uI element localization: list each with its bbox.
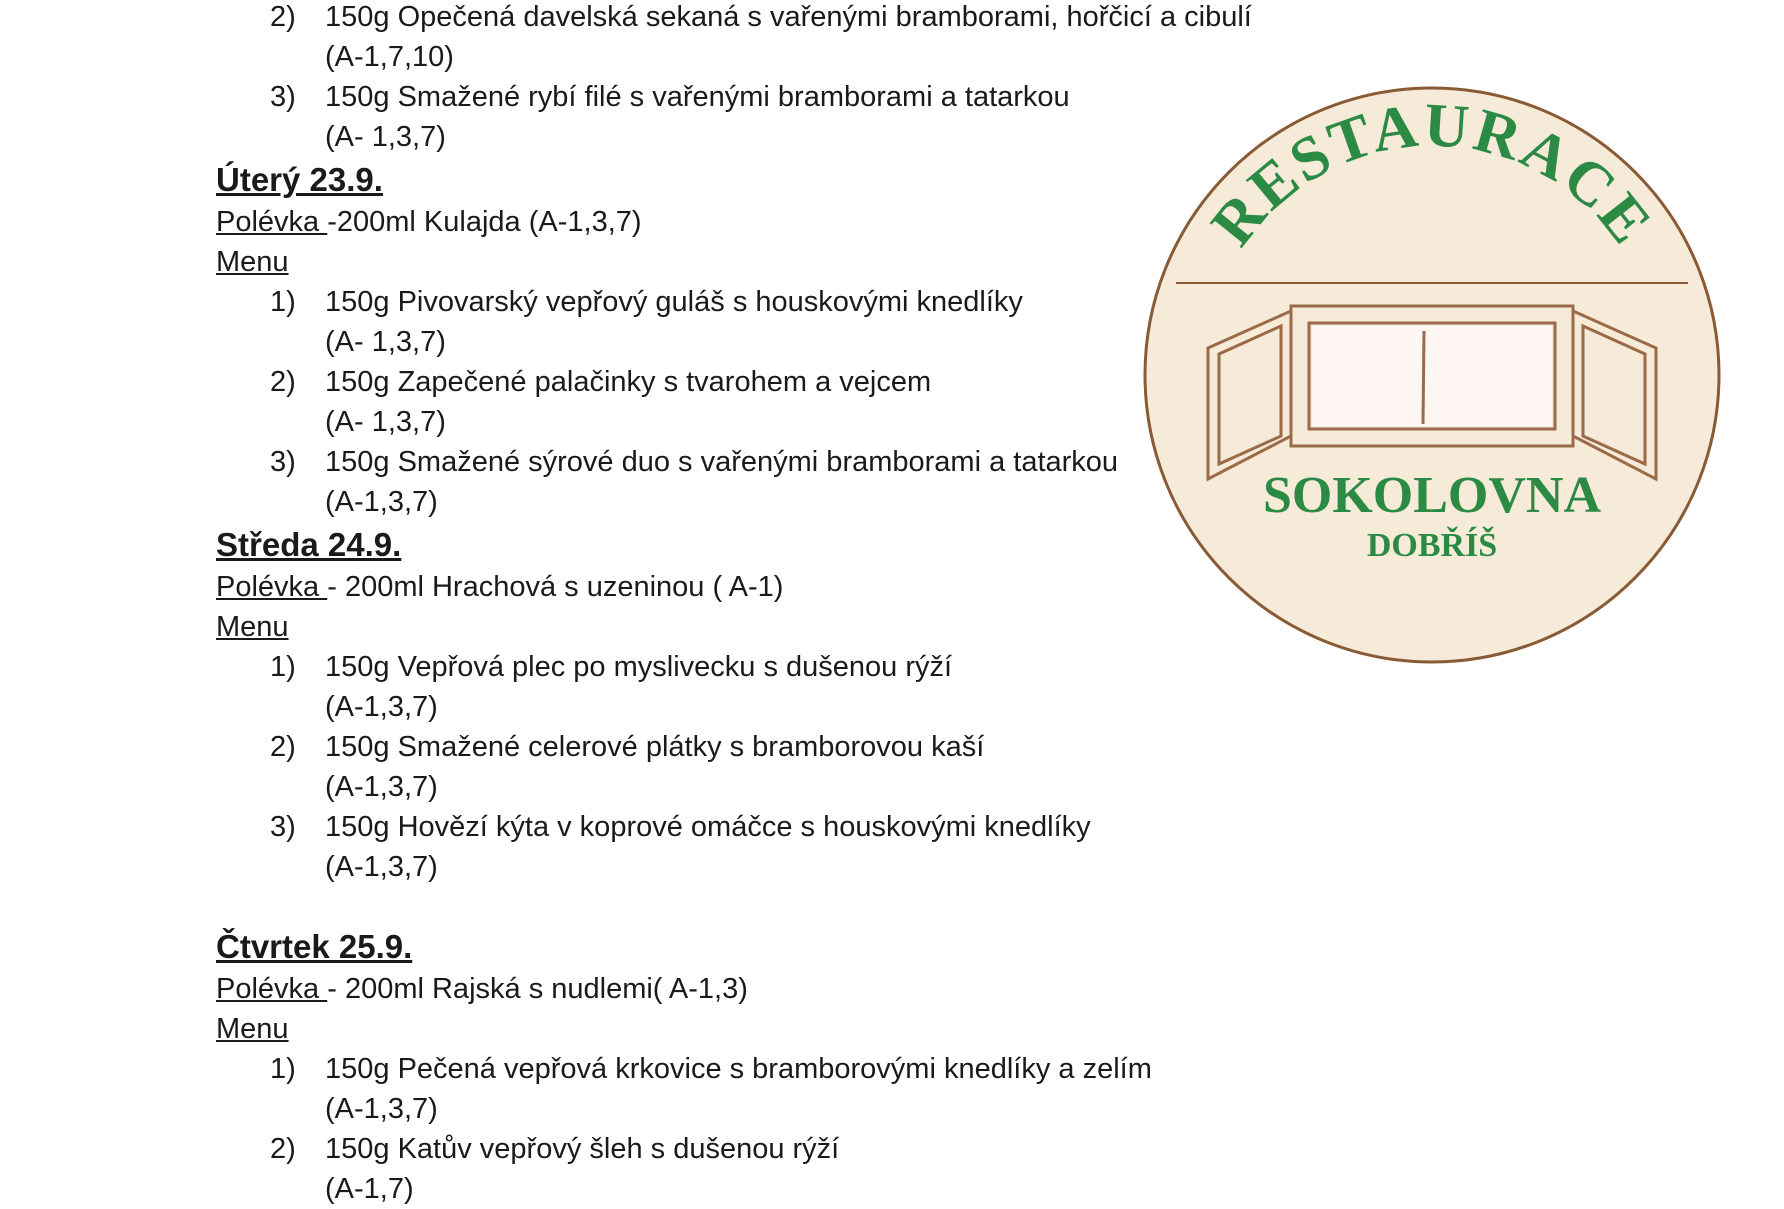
item-allergens: (A- 1,3,7) [325, 326, 446, 358]
item-number: 3) [270, 81, 296, 113]
thursday-section [216, 924, 1316, 1209]
restaurant-logo [1143, 86, 1721, 664]
item-number: 3) [270, 446, 296, 478]
window-pane [1312, 326, 1552, 426]
item-text: 150g Smažené sýrové duo s vařenými bramborami a tatarkou [325, 446, 1119, 478]
menu-item [216, 807, 1316, 887]
item-number: 2) [270, 1, 296, 33]
item-allergens: (A-1,7,10) [325, 41, 454, 73]
item-text: 150g Smažené celerové plátky s bramborovou kaší [325, 731, 985, 763]
soup-label: Polévka [216, 206, 328, 238]
item-allergens: (A-1,3,7) [325, 771, 438, 803]
item-allergens: (A-1,3,7) [325, 1093, 438, 1125]
day-title: Středa 24.9. [216, 526, 402, 563]
day-title: Úterý 23.9. [216, 161, 383, 198]
soup-label: Polévka [216, 571, 328, 603]
menu-item [216, 727, 1316, 807]
blank-line [216, 887, 1316, 924]
soup-line [216, 969, 1316, 1009]
menu-label: Menu [216, 1013, 289, 1045]
day-title: Čtvrtek 25.9. [216, 928, 413, 965]
window-divider [1423, 331, 1424, 424]
logo-arc-text: RESTAURACE [1198, 91, 1666, 259]
item-allergens: (A- 1,3,7) [325, 121, 446, 153]
item-allergens: (A-1,7) [325, 1173, 414, 1205]
logo-town: DOBŘÍŠ [1366, 527, 1498, 564]
item-text: 150g Vepřová plec po myslivecku s dušenou rýží [325, 651, 953, 683]
logo-name: SOKOLOVNA [1262, 467, 1602, 524]
item-allergens: (A-1,3,7) [325, 486, 438, 518]
menu-item [216, 1129, 1316, 1209]
item-text: 150g Pečená vepřová krkovice s bramborovými knedlíky a zelím [325, 1053, 1152, 1085]
item-allergens: (A- 1,3,7) [325, 406, 446, 438]
item-text: 150g Katův vepřový šleh s dušenou rýží [325, 1133, 840, 1165]
item-number: 3) [270, 811, 296, 843]
menu-item [216, 0, 1316, 77]
item-number: 2) [270, 731, 296, 763]
menu-label: Menu [216, 611, 289, 643]
item-text: 150g Pivovarský vepřový guláš s houskovými knedlíky [325, 286, 1023, 318]
item-text: 150g Hovězí kýta v koprové omáčce s houskovými knedlíky [325, 811, 1091, 843]
menu-label: Menu [216, 246, 289, 278]
item-allergens: (A-1,3,7) [325, 851, 438, 883]
item-number: 1) [270, 286, 296, 318]
soup-label: Polévka [216, 973, 328, 1005]
item-text: 150g Smažené rybí filé s vařenými bramborami a tatarkou [325, 81, 1070, 113]
item-text: 150g Zapečené palačinky s tvarohem a vejcem [325, 366, 932, 398]
item-text: 150g Opečená davelská sekaná s vařenými bramborami, hořčicí a cibulí [325, 1, 1252, 33]
item-number: 2) [270, 1133, 296, 1165]
item-number: 1) [270, 651, 296, 683]
soup-text: -200ml Kulajda (A-1,3,7) [327, 206, 642, 238]
item-number: 1) [270, 1053, 296, 1085]
menu-item [216, 1049, 1316, 1129]
soup-text: - 200ml Hrachová s uzeninou ( A-1) [327, 571, 784, 603]
item-allergens: (A-1,3,7) [325, 691, 438, 723]
soup-text: - 200ml Rajská s nudlemi( A-1,3) [327, 973, 748, 1005]
item-number: 2) [270, 366, 296, 398]
